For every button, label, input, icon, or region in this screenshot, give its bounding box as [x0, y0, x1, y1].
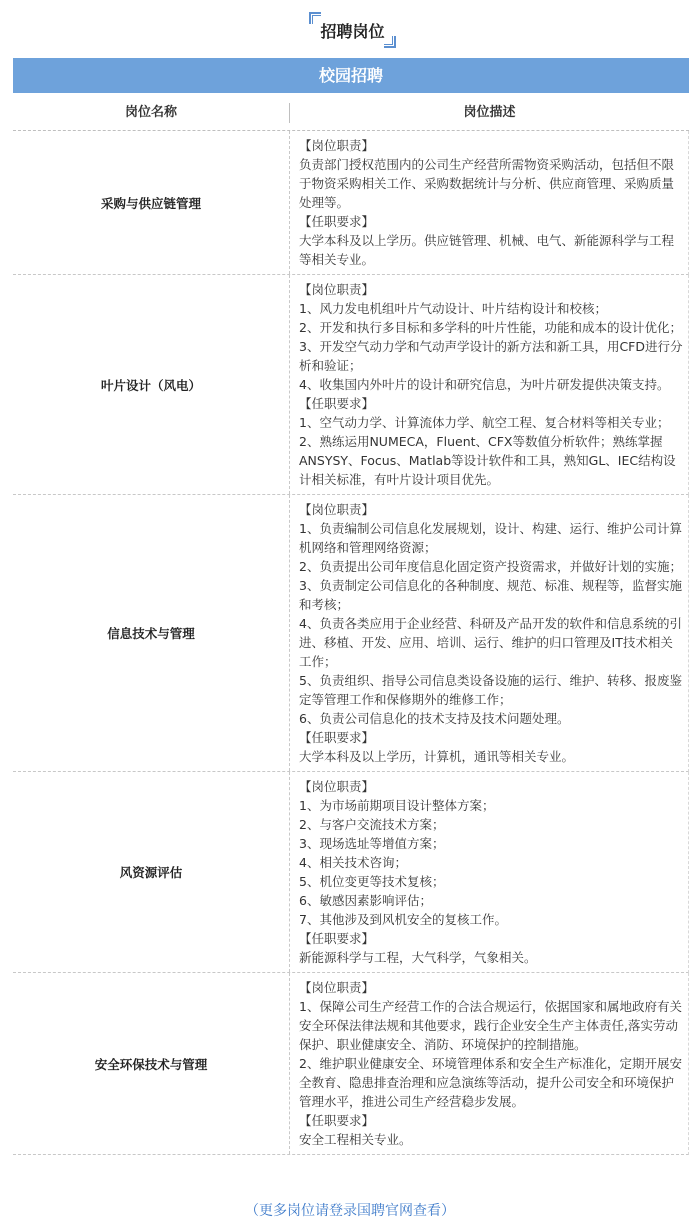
description-line: 【任职要求】 — [299, 214, 375, 229]
table-row — [13, 772, 689, 973]
description-line: 【任职要求】 — [299, 1113, 375, 1128]
header-position-description: 岗位描述 — [463, 105, 516, 120]
description-line: 【任职要求】 — [299, 396, 375, 411]
description-line: 2、负责提出公司年度信息化固定资产投资需求，并做好计划的实施； — [299, 559, 682, 574]
description-line: 3、现场选址等增值方案； — [299, 836, 445, 851]
description-line: 负责部门授权范围内的公司生产经营所需物资采购活动，包括但不限于物资采购相关工作、采购数据统计与分析、供应商管理、采购质量处理等。 — [299, 157, 675, 210]
description-line: 【任职要求】 — [299, 730, 375, 745]
campus-recruitment-banner: 校园招聘 — [13, 58, 689, 93]
description-line: 【岗位职责】 — [299, 138, 375, 153]
description-line: 1、风力发电机组叶片气动设计、叶片结构设计和校核； — [299, 301, 607, 316]
description-line: 1、保障公司生产经营工作的合法合规运行，依据国家和属地政府有关安全环保法律法规和其他要求，践行企业安全生产主体责任,落实劳动保护、职业健康安全、消防、环境保护的控制措施。 — [299, 999, 682, 1052]
position-name: 信息技术与管理 — [13, 495, 290, 771]
description-line: 新能源科学与工程，大气科学，气象相关。 — [299, 950, 537, 965]
description-line: 1、为市场前期项目设计整体方案； — [299, 798, 495, 813]
table-row — [13, 973, 689, 1155]
table-row — [13, 275, 689, 495]
description-line: 4、收集国内外叶片的设计和研究信息，为叶片研发提供决策支持。 — [299, 377, 670, 392]
description-line: 【任职要求】 — [299, 931, 375, 946]
description-line: 5、负责组织、指导公司信息类设备设施的运行、维护、转移、报废鉴定等管理工作和保修期外的维修工作； — [299, 673, 682, 707]
position-description — [290, 495, 688, 771]
section-title-frame — [309, 12, 396, 48]
position-description — [290, 973, 688, 1154]
description-line: 2、熟练运用NUMECA，Fluent、CFX等数值分析软件；熟练掌握ANSYSY、Focus、Matlab等设计软件和工具，熟知GL、IEC结构设计相关标准，有叶片设计项目优先。 — [299, 434, 676, 487]
description-line: 【岗位职责】 — [299, 282, 375, 297]
description-line: 1、负责编制公司信息化发展规划，设计、构建、运行、维护公司计算机网络和管理网络资源； — [299, 521, 682, 555]
position-description — [290, 275, 688, 494]
more-positions-link[interactable]: （更多岗位请登录国聘官网查看） — [245, 1203, 455, 1219]
description-line: 2、维护职业健康安全、环境管理体系和安全生产标准化，定期开展安全教育、隐患排查治理和应急演练等活动，提升公司安全和环境保护管理水平，推进公司生产经营稳步发展。 — [299, 1056, 682, 1109]
description-line: 大学本科及以上学历，计算机，通讯等相关专业。 — [299, 749, 575, 764]
description-line: 安全工程相关专业。 — [299, 1132, 412, 1147]
description-line: 大学本科及以上学历。供应链管理、机械、电气、新能源科学与工程等相关专业。 — [299, 233, 675, 267]
table-header — [13, 93, 689, 133]
description-line: 6、负责公司信息化的技术支持及技术问题处理。 — [299, 711, 570, 726]
description-line: 2、开发和执行多目标和多学科的叶片性能，功能和成本的设计优化； — [299, 320, 682, 335]
position-name: 叶片设计（风电） — [13, 275, 290, 494]
positions-table — [13, 131, 689, 1155]
header-position-name: 岗位名称 — [124, 105, 177, 120]
table-row — [13, 495, 689, 772]
description-line: 5、机位变更等技术复核； — [299, 874, 445, 889]
table-row — [13, 131, 689, 275]
description-line: 6、敏感因素影响评估； — [299, 893, 432, 908]
position-description — [290, 131, 688, 274]
description-line: 【岗位职责】 — [299, 502, 375, 517]
description-line: 2、与客户交流技术方案； — [299, 817, 445, 832]
position-name: 风资源评估 — [13, 772, 290, 972]
position-name: 采购与供应链管理 — [13, 131, 290, 274]
description-line: 7、其他涉及到风机安全的复核工作。 — [299, 912, 507, 927]
description-line: 4、相关技术咨询； — [299, 855, 407, 870]
description-line: 【岗位职责】 — [299, 980, 375, 995]
description-line: 3、负责制定公司信息化的各种制度、规范、标准、规程等，监督实施和考核； — [299, 578, 682, 612]
position-description — [290, 772, 688, 972]
description-line: 【岗位职责】 — [299, 779, 375, 794]
position-name: 安全环保技术与管理 — [13, 973, 290, 1154]
description-line: 3、开发空气动力学和气动声学设计的新方法和新工具，用CFD进行分析和验证； — [299, 339, 683, 373]
section-title: 招聘岗位 — [320, 22, 385, 41]
description-line: 4、负责各类应用于企业经营、科研及产品开发的软件和信息系统的引进、移植、开发、应用、培训、运行、维护的归口管理及IT技术相关工作； — [299, 616, 682, 669]
description-line: 1、空气动力学、计算流体力学、航空工程、复合材料等相关专业； — [299, 415, 670, 430]
